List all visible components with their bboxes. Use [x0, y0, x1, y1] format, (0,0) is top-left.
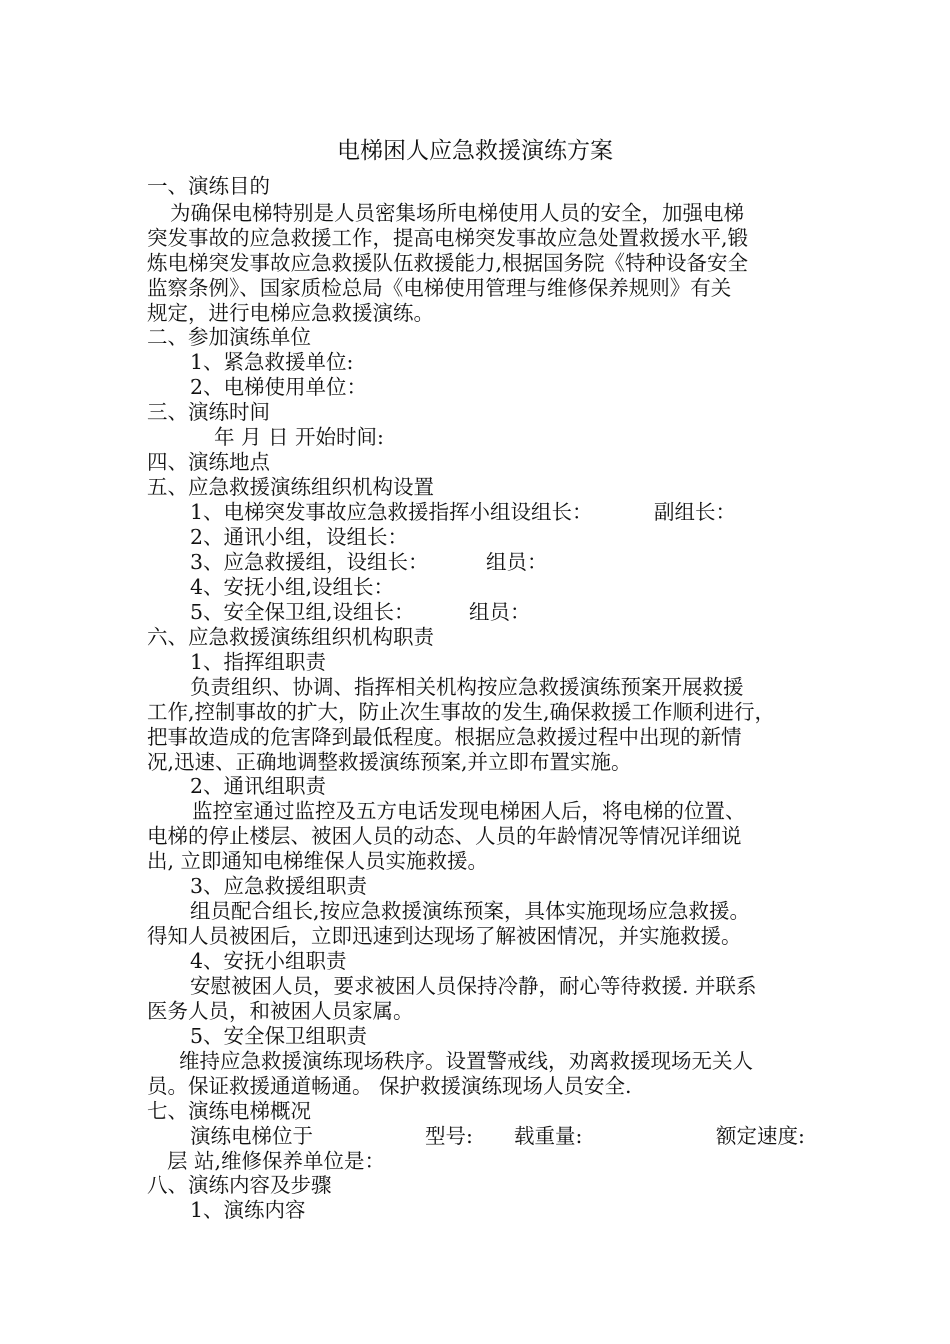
duty-sub-2: 2、通讯组职责 — [190, 774, 327, 798]
content-sub-1: 1、演练内容 — [190, 1198, 306, 1222]
section-8-heading: 八、演练内容及步骤 — [147, 1173, 332, 1197]
duty-sub-1: 1、指挥组职责 — [190, 650, 327, 674]
section-4-heading: 四、演练地点 — [147, 450, 270, 474]
section-6-heading: 六、应急救援演练组织机构职责 — [147, 625, 434, 649]
unit-item-1: 1、紧急救援单位: — [190, 350, 354, 374]
org-item-5-members: 组员： — [469, 600, 531, 624]
duty-5-line-2: 员。保证救援通道畅通。 保护救援演练现场人员安全. — [147, 1074, 632, 1098]
elevator-floors-line: 层 站,维修保养单位是： — [167, 1149, 386, 1173]
org-item-3: 3、应急救援组，设组长： — [190, 550, 429, 574]
duty-sub-3: 3、应急救援组职责 — [190, 874, 368, 898]
duty-2-line-2: 电梯的停止楼层、被困人员的动态、人员的年龄情况等情况详细说 — [147, 824, 742, 848]
duty-2-line-3: 出, 立即通知电梯维保人员实施救援。 — [147, 849, 489, 873]
elevator-model-label: 型号: — [425, 1124, 473, 1148]
section-7-heading: 七、演练电梯概况 — [147, 1099, 311, 1123]
org-item-1-deputy: 副组长： — [654, 500, 736, 524]
duty-5-line-1: 维持应急救援演练现场秩序。设置警戒线，劝离救援现场无关人 — [179, 1049, 753, 1073]
drill-time-line: 年 月 日 开始时间: — [214, 425, 384, 449]
duty-3-line-2: 得知人员被困后，立即迅速到达现场了解被困情况，并实施救援。 — [147, 924, 742, 948]
purpose-line-4: 监察条例》、国家质检总局《电梯使用管理与维修保养规则》有关 — [147, 276, 732, 300]
purpose-line-2: 突发事故的应急救援工作，提高电梯突发事故应急处置救援水平,锻 — [147, 226, 749, 250]
duty-3-line-1: 组员配合组长,按应急救援演练预案，具体实施现场应急救援。 — [190, 899, 751, 923]
duty-1-line-2: 工作,控制事故的扩大，防止次生事故的发生,确保救援工作顺利进行， — [147, 700, 776, 724]
org-item-1: 1、电梯突发事故应急救援指挥小组设组长： — [190, 500, 593, 524]
org-item-5: 5、安全保卫组,设组长： — [190, 600, 415, 624]
section-2-heading: 二、参加演练单位 — [147, 325, 311, 349]
elevator-speed-label: 额定速度: — [716, 1124, 805, 1148]
section-3-heading: 三、演练时间 — [147, 400, 270, 424]
elevator-location-label: 演练电梯位于 — [190, 1124, 313, 1148]
section-1-heading: 一、演练目的 — [147, 174, 270, 198]
document-title: 电梯困人应急救援演练方案 — [337, 138, 613, 164]
section-5-heading: 五、应急救援演练组织机构设置 — [147, 475, 434, 499]
purpose-line-1: 为确保电梯特别是人员密集场所电梯使用人员的安全，加强电梯 — [170, 201, 744, 225]
org-item-4: 4、安抚小组,设组长： — [190, 575, 395, 599]
duty-1-line-3: 把事故造成的危害降到最低程度。根据应急救援过程中出现的新情 — [147, 725, 742, 749]
duty-sub-5: 5、安全保卫组职责 — [190, 1024, 368, 1048]
org-item-2: 2、通讯小组，设组长： — [190, 525, 409, 549]
elevator-load-label: 载重量: — [514, 1124, 583, 1148]
duty-4-line-1: 安慰被困人员，要求被困人员保持冷静，耐心等待救援. 并联系 — [190, 974, 757, 998]
duty-1-line-4: 况,迅速、正确地调整救援演练预案,并立即布置实施。 — [147, 750, 632, 774]
unit-item-2: 2、电梯使用单位： — [190, 375, 368, 399]
duty-2-line-1: 监控室通过监控及五方电话发现电梯困人后，将电梯的位置、 — [192, 799, 746, 823]
duty-4-line-2: 医务人员，和被困人员家属。 — [147, 999, 414, 1023]
purpose-line-5: 规定，进行电梯应急救援演练。 — [147, 301, 434, 325]
org-item-3-members: 组员： — [486, 550, 548, 574]
duty-1-line-1: 负责组织、协调、指挥相关机构按应急救援演练预案开展救援 — [190, 675, 744, 699]
purpose-line-3: 炼电梯突发事故应急救援队伍救援能力,根据国务院《特种设备安全 — [147, 251, 749, 275]
duty-sub-4: 4、安抚小组职责 — [190, 949, 347, 973]
